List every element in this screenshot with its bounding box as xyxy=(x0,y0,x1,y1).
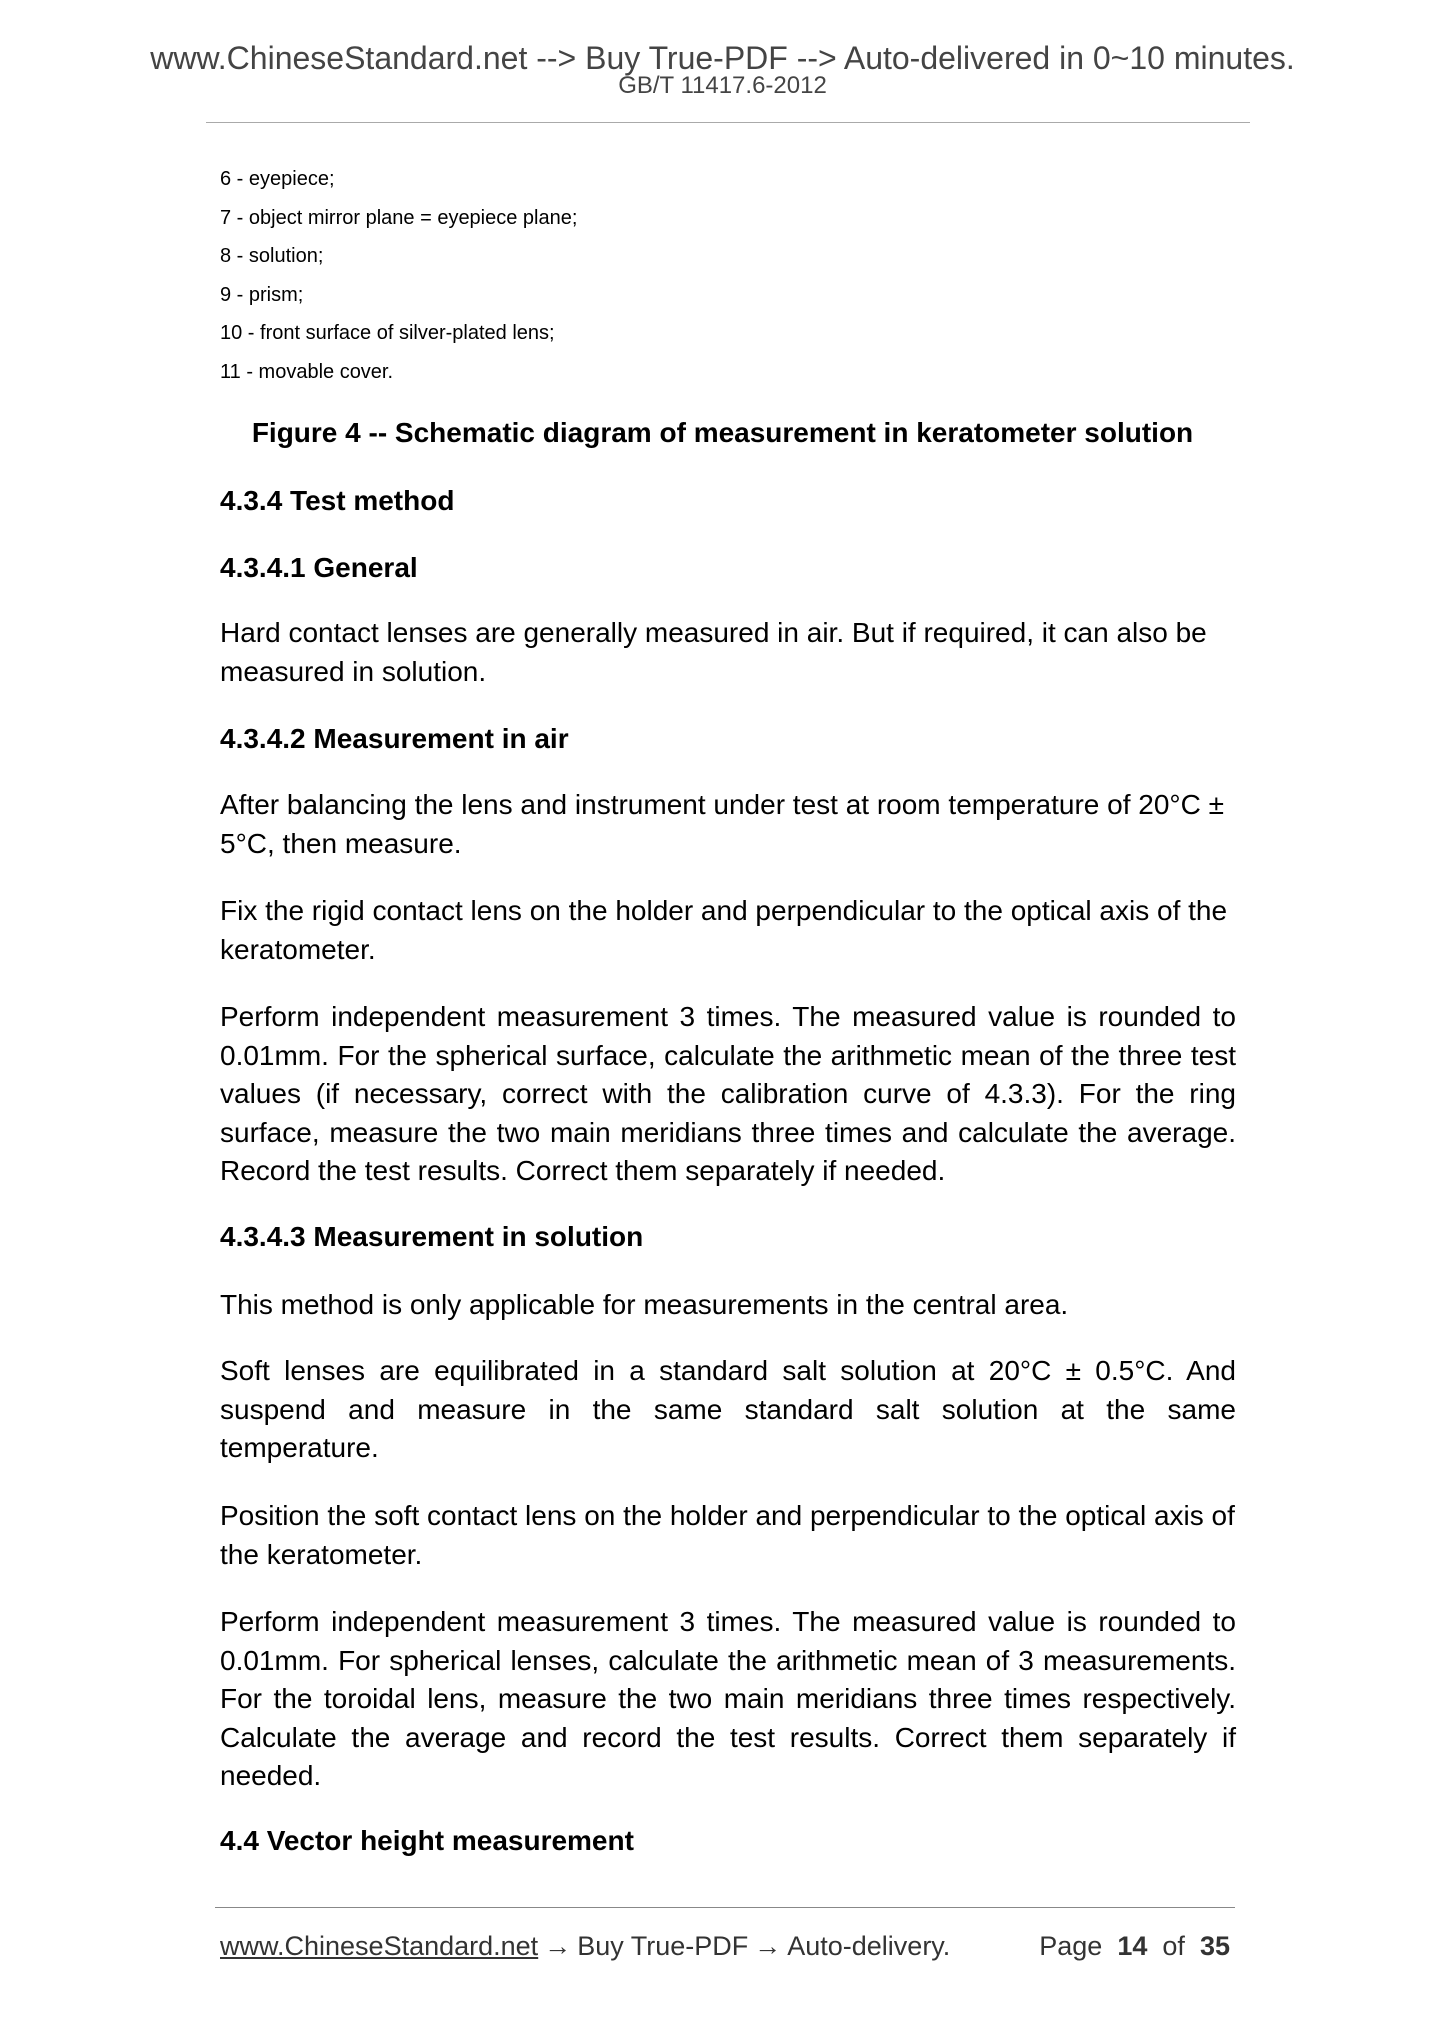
section-heading-4-4: 4.4 Vector height measurement xyxy=(220,1825,634,1856)
paragraph-solution-equilibrate: Soft lenses are equilibrated in a standard salt solution at 20°C ± 0.5°C. And suspend and measure in the same standard salt solution at the same temperature. xyxy=(220,1355,1236,1463)
header-divider xyxy=(206,122,1250,123)
legend-item: 9 - prism; xyxy=(220,283,304,306)
section-heading-4-3-4-1: 4.3.4.1 General xyxy=(220,552,418,583)
paragraph-solution-procedure: Perform independent measurement 3 times. The measured value is rounded to 0.01mm. For spherical lenses, calculate the arithmetic mean of 3 measurements. For the toroidal lens, measure the two main meridians three times respectively. Calculate the average and record the test results. Correct them separately if needed. xyxy=(220,1606,1236,1791)
page-footer xyxy=(220,1930,1230,1962)
page-indicator xyxy=(1039,1930,1230,1962)
of-label: of xyxy=(1162,1931,1185,1961)
paragraph-solution-position: Position the soft contact lens on the holder and perpendicular to the optical axis of the keratometer. xyxy=(220,1500,1235,1570)
arrow-right-icon: → xyxy=(754,1931,782,1961)
page-label: Page xyxy=(1039,1931,1103,1961)
paragraph-air-fix-lens: Fix the rigid contact lens on the holder and perpendicular to the optical axis of the keratometer. xyxy=(220,895,1228,965)
legend-item: 11 - movable cover. xyxy=(220,360,394,383)
section-heading-4-3-4-3: 4.3.4.3 Measurement in solution xyxy=(220,1221,644,1252)
section-heading-4-3-4: 4.3.4 Test method xyxy=(220,485,455,516)
footer-site-link[interactable]: www.ChineseStandard.net xyxy=(220,1931,539,1961)
paragraph-general: Hard contact lenses are generally measured in air. But if required, it can also be measured in solution. xyxy=(220,617,1207,687)
figure-caption: Figure 4 -- Schematic diagram of measurement in keratometer solution xyxy=(251,417,1194,448)
total-pages: 35 xyxy=(1199,1931,1230,1961)
paragraph-solution-scope: This method is only applicable for measurements in the central area. xyxy=(220,1289,1069,1320)
page-number: 14 xyxy=(1117,1931,1148,1961)
paragraph-air-procedure: Perform independent measurement 3 times. The measured value is rounded to 0.01mm. For the spherical surface, calculate the arithmetic mean of the three test values (if necessary, correct with the calibration curve of 4.3.3). For the ring surface, measure the two main meridians three times and calculate the average. Record the test results. Correct them separately if needed. xyxy=(220,1001,1236,1186)
footer-divider xyxy=(215,1907,1235,1908)
legend-item: 8 - solution; xyxy=(220,245,324,267)
header-banner: www.ChineseStandard.net --> Buy True-PDF --> Auto-delivered in 0~10 minutes. xyxy=(150,40,1295,76)
legend-item: 7 - object mirror plane = eyepiece plane; xyxy=(220,206,578,229)
arrow-right-icon: → xyxy=(544,1931,572,1961)
footer-delivery-text: Auto-delivery. xyxy=(787,1931,951,1961)
footer-buy-text: Buy True-PDF xyxy=(577,1931,749,1961)
standard-code: GB/T 11417.6-2012 xyxy=(618,72,827,99)
figure-legend xyxy=(220,160,577,391)
section-heading-4-3-4-2: 4.3.4.2 Measurement in air xyxy=(220,723,569,754)
legend-item: 10 - front surface of silver-plated lens; xyxy=(220,322,555,344)
legend-item: 6 - eyepiece; xyxy=(220,168,335,190)
paragraph-air-temperature: After balancing the lens and instrument under test at room temperature of 20°C ± 5°C, then measure. xyxy=(220,789,1224,859)
